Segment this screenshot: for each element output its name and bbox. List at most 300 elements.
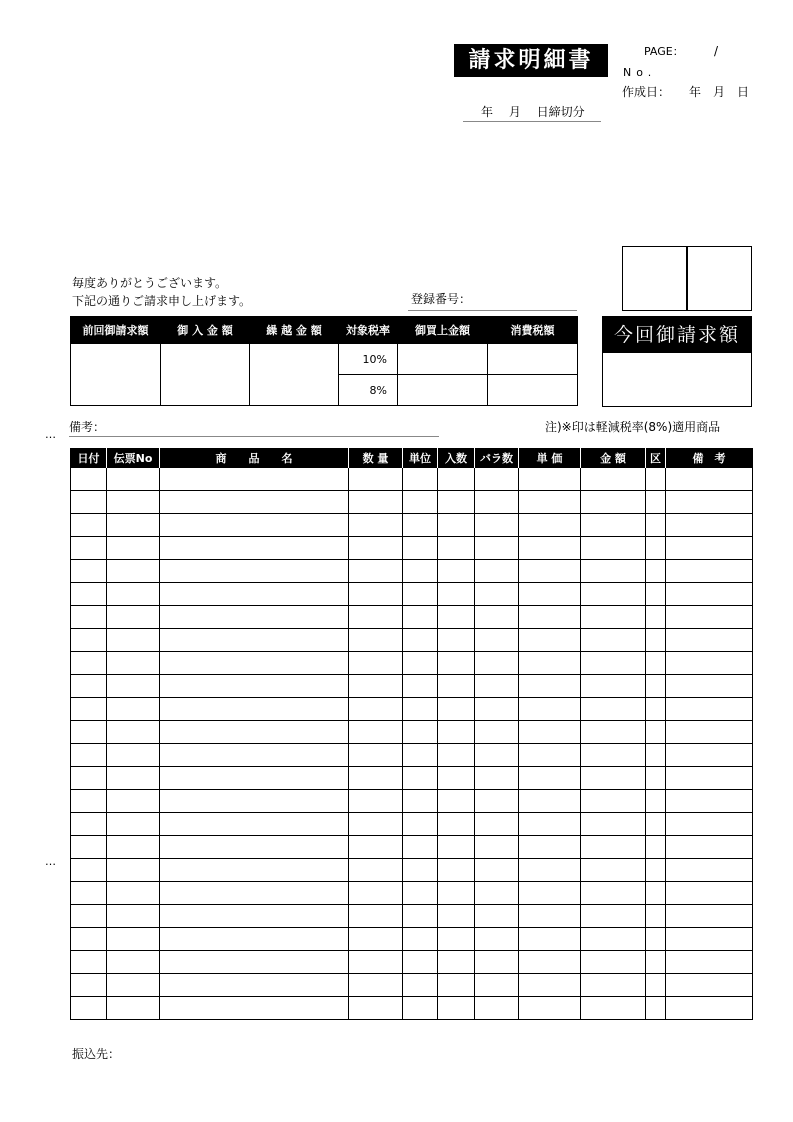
detail-cell — [666, 882, 753, 905]
detail-cell — [349, 583, 403, 606]
detail-cell — [646, 560, 666, 583]
detail-cell — [438, 468, 475, 491]
detail-cell — [71, 514, 107, 537]
detail-cell — [519, 997, 581, 1020]
detail-cell — [160, 790, 349, 813]
detail-cell — [666, 790, 753, 813]
detail-cell — [349, 767, 403, 790]
detail-cell — [581, 560, 646, 583]
detail-cell — [666, 813, 753, 836]
margin-mark-2: … — [45, 855, 56, 868]
detail-cell — [581, 629, 646, 652]
detail-cell — [475, 974, 519, 997]
detail-cell — [71, 744, 107, 767]
detail-cell — [646, 629, 666, 652]
consumption-tax-8-cell — [488, 375, 578, 406]
detail-header-amount: 金 額 — [581, 448, 646, 468]
detail-cell — [581, 859, 646, 882]
transfer-label: 振込先： — [72, 1047, 121, 1061]
detail-cell — [71, 629, 107, 652]
detail-cell — [71, 928, 107, 951]
detail-header-row — [71, 448, 753, 468]
detail-cell — [160, 928, 349, 951]
closing-date-underline — [463, 121, 601, 122]
detail-cell — [581, 790, 646, 813]
detail-cell — [71, 606, 107, 629]
detail-row — [71, 514, 753, 537]
detail-cell — [646, 882, 666, 905]
detail-cell — [438, 859, 475, 882]
detail-header-slip-no: 伝票No — [107, 448, 160, 468]
detail-cell — [646, 606, 666, 629]
detail-cell — [107, 767, 160, 790]
detail-cell — [475, 491, 519, 514]
detail-cell — [581, 721, 646, 744]
detail-cell — [581, 468, 646, 491]
detail-cell — [438, 721, 475, 744]
stamp-box-1 — [622, 246, 687, 311]
detail-cell — [438, 606, 475, 629]
detail-cell — [646, 767, 666, 790]
detail-cell — [349, 560, 403, 583]
detail-cell — [349, 629, 403, 652]
detail-cell — [438, 882, 475, 905]
detail-row — [71, 928, 753, 951]
detail-cell — [519, 859, 581, 882]
detail-cell — [519, 767, 581, 790]
detail-cell — [349, 744, 403, 767]
detail-cell — [107, 468, 160, 491]
detail-cell — [349, 721, 403, 744]
created-date-value: 年 月 日 — [689, 85, 750, 99]
detail-body — [71, 468, 753, 1020]
detail-cell — [403, 997, 438, 1020]
detail-cell — [403, 537, 438, 560]
detail-cell — [475, 675, 519, 698]
detail-cell — [160, 997, 349, 1020]
detail-cell — [160, 629, 349, 652]
detail-cell — [475, 859, 519, 882]
detail-cell — [438, 951, 475, 974]
purchase-amount-10-cell — [398, 344, 488, 375]
detail-row — [71, 491, 753, 514]
detail-row — [71, 790, 753, 813]
consumption-tax-10-cell — [488, 344, 578, 375]
detail-cell — [666, 721, 753, 744]
summary-header-payment-received: 御 入 金 額 — [161, 317, 250, 344]
detail-row — [71, 606, 753, 629]
margin-mark-1: … — [45, 428, 56, 441]
detail-header-unit: 単位 — [403, 448, 438, 468]
page-separator: / — [714, 44, 719, 58]
detail-cell — [666, 767, 753, 790]
detail-cell — [107, 606, 160, 629]
detail-cell — [403, 583, 438, 606]
detail-header-product-name: 商 品 名 — [160, 448, 349, 468]
detail-cell — [403, 560, 438, 583]
detail-cell — [349, 606, 403, 629]
detail-cell — [403, 882, 438, 905]
detail-cell — [403, 813, 438, 836]
detail-header-remarks: 備 考 — [666, 448, 753, 468]
detail-cell — [581, 836, 646, 859]
detail-cell — [581, 997, 646, 1020]
detail-cell — [581, 698, 646, 721]
detail-cell — [475, 951, 519, 974]
detail-cell — [581, 882, 646, 905]
detail-cell — [438, 767, 475, 790]
detail-cell — [519, 790, 581, 813]
detail-cell — [349, 905, 403, 928]
detail-cell — [475, 606, 519, 629]
closing-date: 年 月 日締切分 — [481, 105, 585, 119]
detail-cell — [107, 583, 160, 606]
carried-over-cell — [250, 344, 339, 406]
detail-cell — [71, 491, 107, 514]
detail-cell — [438, 675, 475, 698]
detail-cell — [438, 514, 475, 537]
detail-header-unit-price: 単 価 — [519, 448, 581, 468]
detail-cell — [71, 882, 107, 905]
detail-cell — [403, 698, 438, 721]
detail-cell — [438, 698, 475, 721]
detail-cell — [71, 790, 107, 813]
detail-cell — [107, 698, 160, 721]
detail-cell — [475, 537, 519, 560]
detail-cell — [519, 606, 581, 629]
detail-cell — [71, 997, 107, 1020]
detail-cell — [160, 514, 349, 537]
detail-cell — [475, 560, 519, 583]
detail-cell — [581, 767, 646, 790]
detail-cell — [438, 537, 475, 560]
detail-cell — [403, 606, 438, 629]
detail-row — [71, 652, 753, 675]
detail-row — [71, 813, 753, 836]
detail-cell — [349, 882, 403, 905]
detail-cell — [71, 859, 107, 882]
detail-cell — [519, 583, 581, 606]
detail-cell — [160, 836, 349, 859]
detail-cell — [349, 468, 403, 491]
detail-cell — [160, 652, 349, 675]
detail-cell — [438, 836, 475, 859]
detail-cell — [71, 560, 107, 583]
greeting-line-2: 下記の通りご請求申し上げます。 — [72, 294, 252, 308]
detail-cell — [646, 790, 666, 813]
detail-cell — [646, 859, 666, 882]
detail-cell — [438, 974, 475, 997]
detail-cell — [646, 491, 666, 514]
detail-cell — [438, 905, 475, 928]
detail-cell — [438, 813, 475, 836]
detail-cell — [160, 951, 349, 974]
created-date-label: 作成日： — [622, 85, 671, 99]
detail-cell — [519, 721, 581, 744]
detail-header-date: 日付 — [71, 448, 107, 468]
summary-header-row — [71, 317, 578, 344]
detail-cell — [581, 652, 646, 675]
remarks-underline — [69, 436, 439, 437]
detail-cell — [646, 652, 666, 675]
detail-cell — [160, 491, 349, 514]
detail-cell — [403, 951, 438, 974]
detail-cell — [107, 974, 160, 997]
detail-cell — [581, 491, 646, 514]
detail-cell — [107, 560, 160, 583]
tax-rate-8: 8% — [339, 375, 398, 406]
detail-cell — [581, 744, 646, 767]
tax-rate-10: 10% — [339, 344, 398, 375]
detail-cell — [403, 974, 438, 997]
detail-cell — [160, 675, 349, 698]
detail-cell — [475, 997, 519, 1020]
remarks-label: 備考： — [69, 420, 106, 434]
detail-cell — [349, 813, 403, 836]
detail-table — [70, 448, 753, 1020]
detail-cell — [666, 652, 753, 675]
detail-cell — [349, 652, 403, 675]
detail-cell — [438, 652, 475, 675]
detail-cell — [581, 675, 646, 698]
detail-cell — [71, 905, 107, 928]
detail-cell — [403, 744, 438, 767]
detail-cell — [666, 859, 753, 882]
detail-cell — [349, 790, 403, 813]
detail-cell — [349, 836, 403, 859]
detail-cell — [403, 675, 438, 698]
detail-row — [71, 698, 753, 721]
document-title: 請求明細書 — [454, 44, 608, 77]
detail-cell — [349, 859, 403, 882]
detail-cell — [403, 629, 438, 652]
detail-cell — [160, 859, 349, 882]
detail-cell — [107, 675, 160, 698]
payment-received-cell — [161, 344, 250, 406]
detail-cell — [581, 537, 646, 560]
detail-cell — [438, 790, 475, 813]
detail-cell — [107, 905, 160, 928]
detail-cell — [107, 813, 160, 836]
stamp-box-2 — [687, 246, 752, 311]
detail-row — [71, 744, 753, 767]
this-billing-box — [602, 316, 752, 407]
detail-cell — [666, 951, 753, 974]
detail-cell — [519, 744, 581, 767]
detail-cell — [438, 583, 475, 606]
detail-row — [71, 721, 753, 744]
detail-header-quantity: 数 量 — [349, 448, 403, 468]
detail-cell — [666, 560, 753, 583]
reduced-tax-note: 注)※印は軽減税率(8%)適用商品 — [545, 420, 721, 434]
detail-cell — [475, 652, 519, 675]
detail-cell — [160, 905, 349, 928]
detail-row — [71, 882, 753, 905]
detail-cell — [107, 882, 160, 905]
detail-cell — [160, 606, 349, 629]
detail-cell — [403, 790, 438, 813]
detail-cell — [646, 675, 666, 698]
detail-cell — [71, 721, 107, 744]
detail-cell — [666, 583, 753, 606]
detail-cell — [71, 813, 107, 836]
detail-cell — [349, 514, 403, 537]
detail-cell — [160, 974, 349, 997]
detail-cell — [403, 905, 438, 928]
detail-cell — [160, 698, 349, 721]
detail-cell — [160, 813, 349, 836]
detail-row — [71, 997, 753, 1020]
summary-header-previous-billing: 前回御請求額 — [71, 317, 161, 344]
detail-cell — [349, 974, 403, 997]
detail-cell — [71, 468, 107, 491]
detail-cell — [581, 514, 646, 537]
detail-cell — [581, 583, 646, 606]
detail-cell — [475, 767, 519, 790]
detail-cell — [71, 698, 107, 721]
detail-cell — [107, 997, 160, 1020]
summary-header-carried-over: 繰 越 金 額 — [250, 317, 339, 344]
detail-cell — [403, 514, 438, 537]
detail-row — [71, 836, 753, 859]
detail-cell — [646, 698, 666, 721]
detail-cell — [403, 491, 438, 514]
detail-cell — [519, 928, 581, 951]
detail-cell — [519, 491, 581, 514]
detail-cell — [349, 928, 403, 951]
detail-row — [71, 583, 753, 606]
detail-cell — [438, 928, 475, 951]
detail-cell — [438, 997, 475, 1020]
detail-cell — [403, 928, 438, 951]
detail-cell — [646, 836, 666, 859]
detail-row — [71, 767, 753, 790]
detail-cell — [475, 836, 519, 859]
summary-header-purchase-amount: 御買上金額 — [398, 317, 488, 344]
detail-cell — [666, 905, 753, 928]
detail-cell — [646, 514, 666, 537]
detail-row — [71, 675, 753, 698]
detail-cell — [646, 583, 666, 606]
detail-cell — [107, 744, 160, 767]
detail-cell — [349, 675, 403, 698]
detail-cell — [646, 997, 666, 1020]
page-label: PAGE： — [644, 45, 684, 58]
detail-cell — [160, 767, 349, 790]
detail-cell — [581, 606, 646, 629]
detail-header-category: 区 — [646, 448, 666, 468]
detail-cell — [349, 491, 403, 514]
detail-cell — [581, 813, 646, 836]
summary-table — [70, 316, 578, 406]
detail-cell — [475, 629, 519, 652]
detail-cell — [646, 813, 666, 836]
detail-cell — [519, 514, 581, 537]
detail-header-loose-count: バラ数 — [475, 448, 519, 468]
registration-number-label: 登録番号： — [411, 292, 472, 306]
detail-row — [71, 629, 753, 652]
summary-row-10 — [71, 344, 578, 375]
detail-cell — [666, 974, 753, 997]
detail-cell — [581, 928, 646, 951]
detail-cell — [666, 491, 753, 514]
detail-cell — [107, 836, 160, 859]
detail-cell — [646, 951, 666, 974]
detail-header-pack-count: 入数 — [438, 448, 475, 468]
detail-cell — [666, 675, 753, 698]
detail-cell — [107, 537, 160, 560]
previous-billing-cell — [71, 344, 161, 406]
detail-cell — [71, 951, 107, 974]
detail-cell — [403, 836, 438, 859]
detail-cell — [475, 583, 519, 606]
detail-cell — [519, 974, 581, 997]
detail-row — [71, 974, 753, 997]
detail-cell — [646, 468, 666, 491]
detail-row — [71, 859, 753, 882]
detail-cell — [475, 882, 519, 905]
detail-cell — [475, 698, 519, 721]
detail-cell — [107, 652, 160, 675]
detail-cell — [581, 905, 646, 928]
greeting-line-1: 毎度ありがとうございます。 — [72, 276, 228, 290]
detail-cell — [349, 997, 403, 1020]
detail-cell — [581, 951, 646, 974]
detail-cell — [160, 583, 349, 606]
detail-cell — [438, 560, 475, 583]
detail-cell — [646, 928, 666, 951]
detail-cell — [519, 537, 581, 560]
detail-cell — [646, 721, 666, 744]
detail-cell — [349, 537, 403, 560]
detail-cell — [160, 537, 349, 560]
detail-row — [71, 951, 753, 974]
detail-cell — [160, 468, 349, 491]
detail-cell — [107, 859, 160, 882]
detail-cell — [403, 767, 438, 790]
detail-row — [71, 537, 753, 560]
detail-cell — [107, 951, 160, 974]
detail-cell — [519, 560, 581, 583]
detail-cell — [403, 859, 438, 882]
detail-cell — [71, 974, 107, 997]
detail-cell — [107, 928, 160, 951]
detail-cell — [666, 997, 753, 1020]
detail-cell — [160, 560, 349, 583]
detail-cell — [403, 468, 438, 491]
detail-cell — [71, 836, 107, 859]
detail-cell — [519, 629, 581, 652]
detail-cell — [71, 583, 107, 606]
detail-cell — [71, 537, 107, 560]
number-label: No. — [623, 66, 657, 79]
detail-cell — [160, 882, 349, 905]
detail-cell — [666, 928, 753, 951]
detail-cell — [519, 813, 581, 836]
detail-cell — [475, 790, 519, 813]
detail-cell — [107, 629, 160, 652]
detail-cell — [403, 652, 438, 675]
detail-cell — [646, 974, 666, 997]
detail-cell — [475, 905, 519, 928]
detail-cell — [438, 629, 475, 652]
detail-row — [71, 468, 753, 491]
detail-cell — [349, 698, 403, 721]
detail-cell — [646, 537, 666, 560]
detail-cell — [107, 491, 160, 514]
detail-cell — [71, 652, 107, 675]
detail-cell — [666, 468, 753, 491]
